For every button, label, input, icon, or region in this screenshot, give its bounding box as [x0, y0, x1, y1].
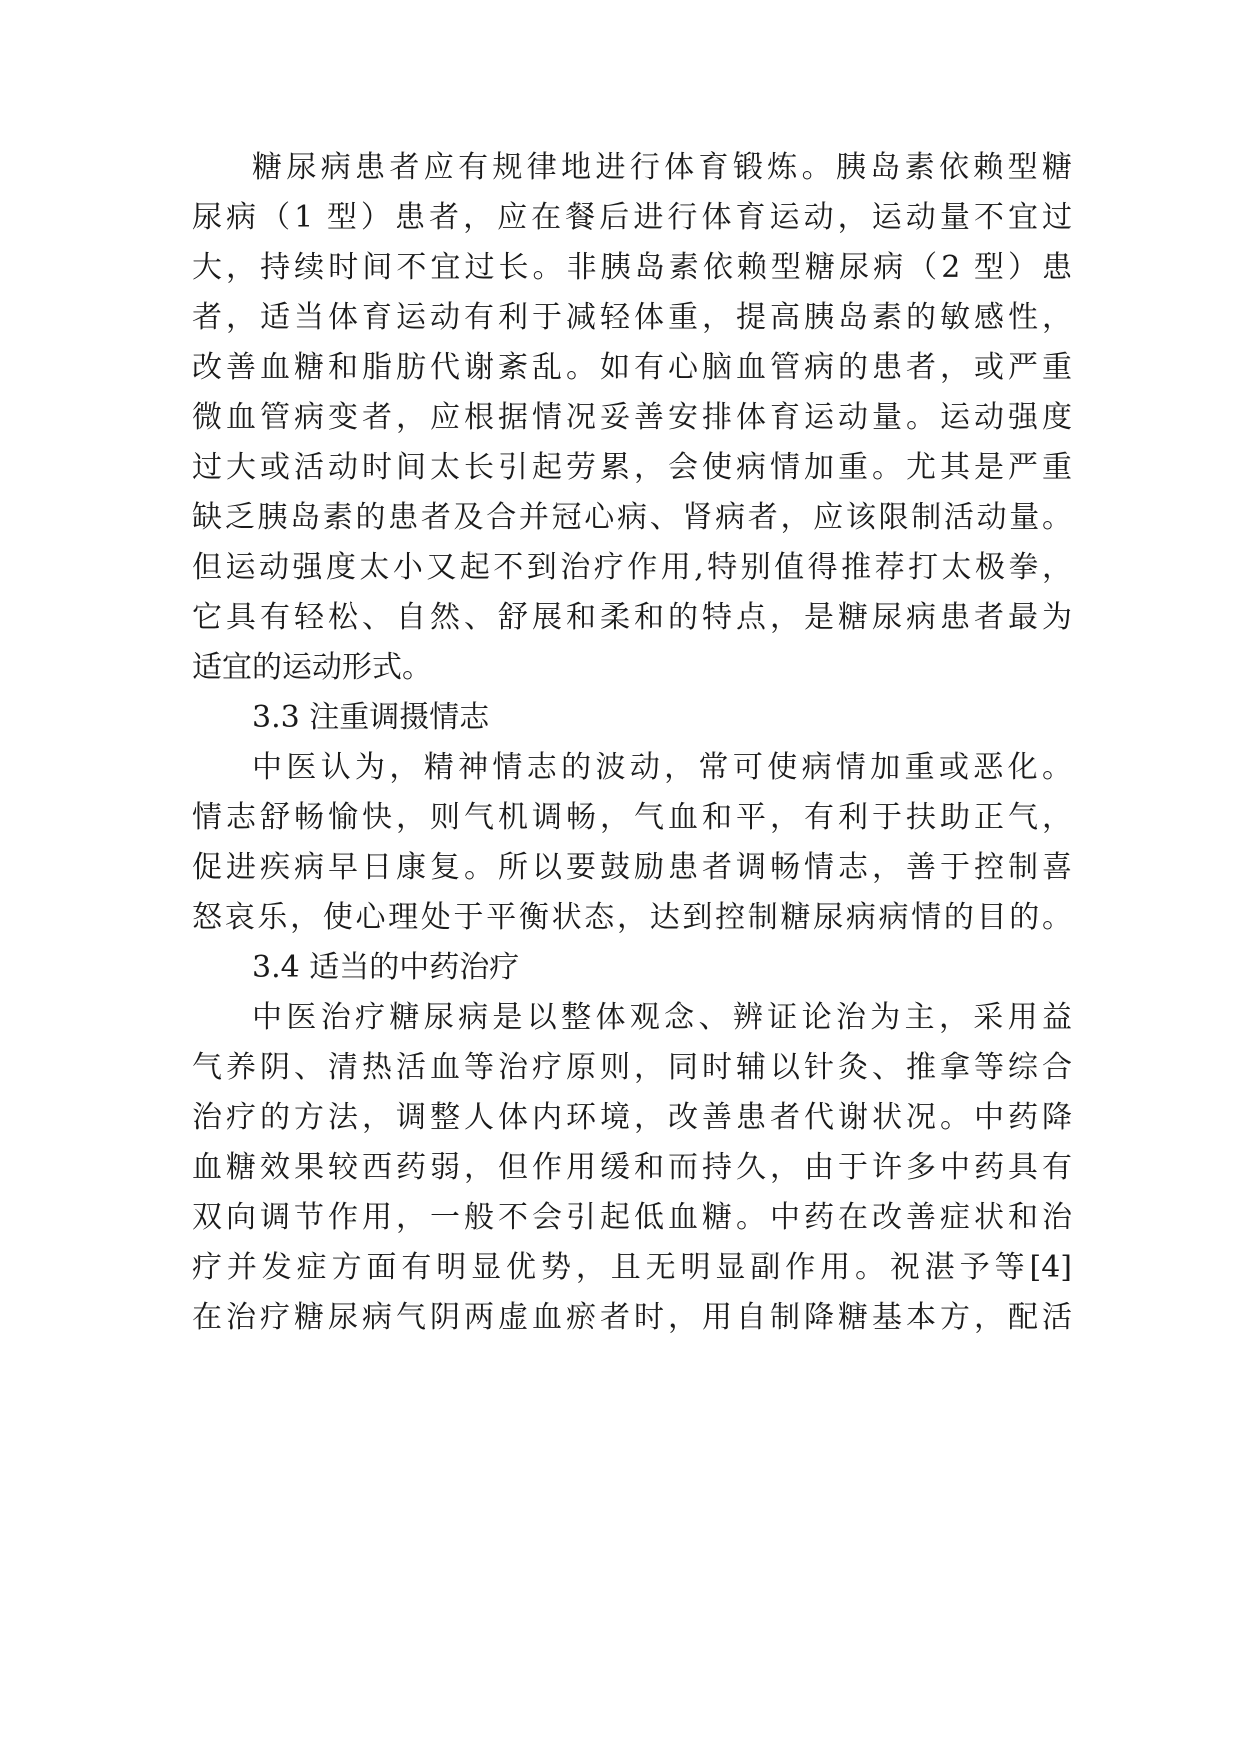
text-line: 糖尿病患者应有规律地进行体育锻炼。胰岛素依赖型糖	[252, 150, 1072, 185]
text-line: 血糖效果较西药弱，但作用缓和而持久，由于许多中药具有	[192, 1150, 1072, 1185]
text-line: 微血管病变者，应根据情况妥善安排体育运动量。运动强度	[192, 400, 1072, 435]
text-line: 中医认为，精神情志的波动，常可使病情加重或恶化。	[252, 750, 1072, 785]
text-line: 怒哀乐，使心理处于平衡状态，达到控制糖尿病病情的目的。	[192, 900, 1072, 935]
text-line: 者，适当体育运动有利于减轻体重，提高胰岛素的敏感性，	[192, 300, 1072, 335]
text-line: 大，持续时间不宜过长。非胰岛素依赖型糖尿病（2 型）患	[192, 250, 1072, 285]
text-line: 但运动强度太小又起不到治疗作用,特别值得推荐打太极拳，	[192, 550, 1072, 585]
text-line: 尿病（1 型）患者，应在餐后进行体育运动，运动量不宜过	[192, 200, 1072, 235]
text-line: 缺乏胰岛素的患者及合并冠心病、肾病者，应该限制活动量。	[192, 500, 1072, 535]
text-line: 疗并发症方面有明显优势，且无明显副作用。祝湛予等[4]	[192, 1250, 1072, 1285]
section-heading: 3.4 适当的中药治疗	[252, 950, 520, 985]
text-line: 它具有轻松、自然、舒展和柔和的特点，是糖尿病患者最为	[192, 600, 1072, 635]
text-line: 适宜的运动形式。	[192, 650, 432, 685]
text-line: 促进疾病早日康复。所以要鼓励患者调畅情志，善于控制喜	[192, 850, 1072, 885]
text-line: 双向调节作用，一般不会引起低血糖。中药在改善症状和治	[192, 1200, 1072, 1235]
text-line: 过大或活动时间太长引起劳累，会使病情加重。尤其是严重	[192, 450, 1072, 485]
text-line: 情志舒畅愉快，则气机调畅，气血和平，有利于扶助正气，	[192, 800, 1072, 835]
section-heading: 3.3 注重调摄情志	[252, 700, 490, 735]
text-line: 中医治疗糖尿病是以整体观念、辨证论治为主，采用益	[252, 1000, 1072, 1035]
text-line: 在治疗糖尿病气阴两虚血瘀者时，用自制降糖基本方，配活	[192, 1300, 1072, 1335]
text-line: 气养阴、清热活血等治疗原则，同时辅以针灸、推拿等综合	[192, 1050, 1072, 1085]
text-line: 治疗的方法，调整人体内环境，改善患者代谢状况。中药降	[192, 1100, 1072, 1135]
text-line: 改善血糖和脂肪代谢紊乱。如有心脑血管病的患者，或严重	[192, 350, 1072, 385]
